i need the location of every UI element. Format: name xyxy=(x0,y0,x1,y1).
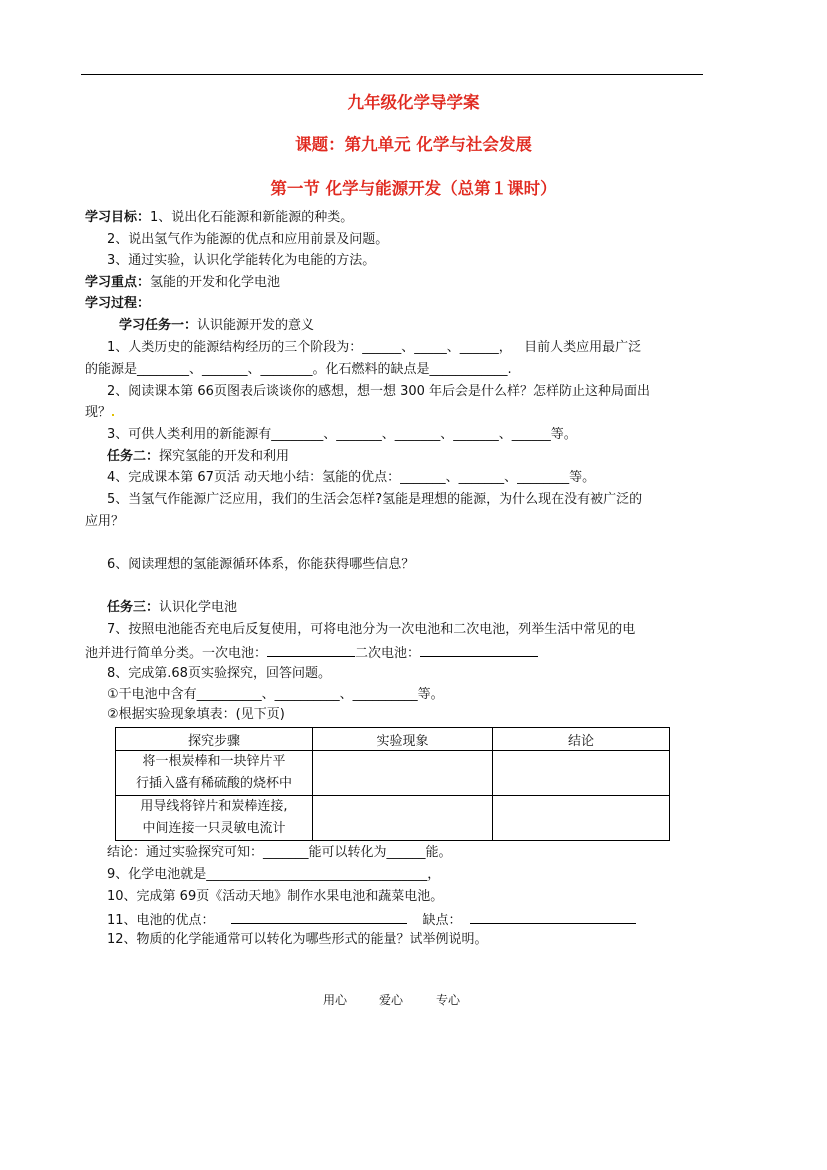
question-2a: 2、阅读课本第 66页图表后谈谈你的感想，想一想 300 年后会是什么样？怎样防止这种局面出 xyxy=(107,384,651,399)
header-conclusion: 结论 xyxy=(493,728,670,751)
secondary-battery-blank[interactable] xyxy=(420,644,538,657)
task3-label: 任务三： xyxy=(107,600,160,615)
question-8-1: ①干电池中含有__________、__________、__________等。 xyxy=(107,687,444,702)
task1-heading xyxy=(119,318,314,334)
advantages-label: 11、电池的优点： xyxy=(107,913,215,928)
question-8-2: ②根据实验现象填表：(见下页) xyxy=(107,707,285,722)
question-12: 12、物质的化学能通常可以转化为哪些形式的能量？试举例说明。 xyxy=(107,932,488,947)
task1-title: 认识能源开发的意义 xyxy=(197,318,315,333)
goal-item: 1、说出化石能源和新能源的种类。 xyxy=(150,210,354,225)
focus-label: 学习重点： xyxy=(85,275,151,290)
experiment-conclusion: 结论：通过实验探究可知：_______能可以转化为______能。 xyxy=(107,845,452,860)
table-row xyxy=(116,751,670,796)
step-text: 将一根炭棒和一块锌片平 xyxy=(142,754,286,769)
question-5a: 5、当氢气作能源广泛应用，我们的生活会怎样?氢能是理想的能源，为什么现在没有被广泛的 xyxy=(107,492,643,507)
question-4: 4、完成课本第 67页活 动天地小结：氢能的优点：_______、_______、________等。 xyxy=(107,470,596,485)
task1-label: 学习任务一： xyxy=(119,318,198,333)
phenomenon-cell[interactable] xyxy=(313,796,493,841)
goal-item: 2、说出氢气作为能源的优点和应用前景及问题。 xyxy=(107,232,389,247)
question-8: 8、完成第.68页实验探究，回答问题。 xyxy=(107,666,331,681)
focus-text: 氢能的开发和化学电池 xyxy=(150,275,281,290)
task3-heading xyxy=(107,600,237,616)
disadvantages-label: 缺点： xyxy=(422,913,462,928)
question-10: 10、完成第 69页《活动天地》制作水果电池和蔬菜电池。 xyxy=(107,889,444,904)
phenomenon-cell[interactable] xyxy=(313,751,493,796)
question-1b: 的能源是________、_______、________。化石燃料的缺点是____________. xyxy=(85,362,512,377)
question-3: 3、可供人类利用的新能源有________、_______、_______、_______、______等。 xyxy=(107,427,577,442)
section-title: 第一节 化学与能源开发（总第１课时） xyxy=(270,179,557,198)
step-text: 用导线将锌片和炭棒连接, xyxy=(140,799,288,814)
conclusion-cell[interactable] xyxy=(493,796,670,841)
footer-text-3: 专心 xyxy=(436,993,461,1007)
question-7b xyxy=(85,644,538,662)
topic-title: 课题：第九单元 化学与社会发展 xyxy=(295,135,532,154)
goal-item: 3、通过实验，认识化学能转化为电能的方法。 xyxy=(107,253,376,268)
task2-heading xyxy=(107,449,289,465)
table-header-row xyxy=(116,728,670,751)
question-6: 6、阅读理想的氢能源循环体系，你能获得哪些信息？ xyxy=(107,557,415,572)
focus-line xyxy=(85,275,280,291)
goals-line-1 xyxy=(85,210,353,226)
question-11 xyxy=(107,911,636,929)
table-row xyxy=(116,796,670,841)
task2-label: 任务二： xyxy=(107,449,160,464)
question-9: 9、化学电池就是__________________________________， xyxy=(107,867,441,882)
stray-dot xyxy=(112,414,114,416)
primary-battery-label: 池并进行简单分类。一次电池： xyxy=(85,646,268,661)
advantages-blank[interactable] xyxy=(231,911,407,924)
task3-title: 认识化学电池 xyxy=(159,600,238,615)
question-2b: 现？ xyxy=(85,405,112,420)
task2-title: 探究氢能的开发和利用 xyxy=(159,449,290,464)
question-1a: 1、人类历史的能源结构经历的三个阶段为：______、_____、______， 目前人类应用最广泛 xyxy=(107,340,642,355)
step-cell xyxy=(116,796,313,841)
question-5b: 应用？ xyxy=(85,514,125,529)
header-step: 探究步骤 xyxy=(116,728,313,751)
primary-battery-blank[interactable] xyxy=(267,644,355,657)
step-text: 行插入盛有稀硫酸的烧杯中 xyxy=(135,776,292,791)
experiment-table xyxy=(115,727,670,841)
header-rule xyxy=(81,74,703,75)
process-label: 学习过程： xyxy=(85,296,151,311)
footer-text-1: 用心 xyxy=(323,993,348,1007)
document-title: 九年级化学导学案 xyxy=(347,93,480,112)
header-phenomenon: 实验现象 xyxy=(313,728,493,751)
disadvantages-blank[interactable] xyxy=(470,911,636,924)
goals-label: 学习目标： xyxy=(85,210,151,225)
conclusion-cell[interactable] xyxy=(493,751,670,796)
step-cell xyxy=(116,751,313,796)
secondary-battery-label: 二次电池： xyxy=(355,646,421,661)
footer-text-2: 爱心 xyxy=(379,993,404,1007)
step-text: 中间连接一只灵敏电流计 xyxy=(142,821,286,836)
question-7a: 7、按照电池能否充电后反复使用，可将电池分为一次电池和二次电池，列举生活中常见的电 xyxy=(107,622,636,637)
